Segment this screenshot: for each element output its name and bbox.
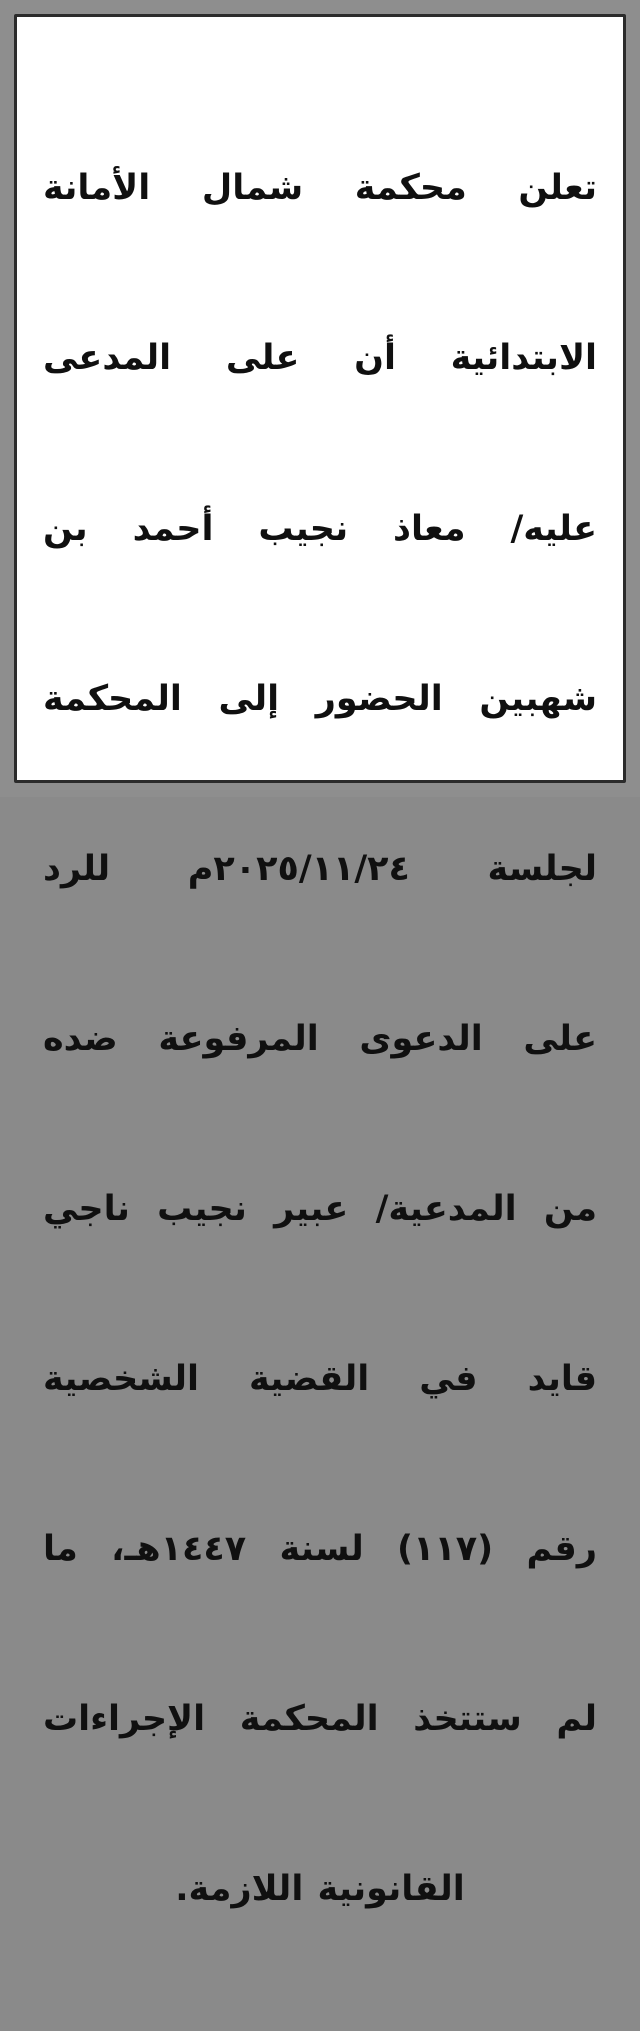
notice-line: قايد في القضية الشخصية: [43, 1358, 597, 1399]
notice-line: لجلسة ٢٠٢٥/١١/٢٤م للرد: [43, 848, 597, 889]
notice-line: لم ستتخذ المحكمة الإجراءات: [43, 1698, 597, 1739]
court-notice-card: [14, 14, 626, 1909]
notice-line: على الدعوى المرفوعة ضده: [43, 1018, 597, 1059]
notice-line: تعلن محكمة شمال الأمانة: [43, 168, 597, 209]
notice-line: الابتدائية أن على المدعى: [43, 338, 597, 379]
notice-line: عليه/ معاذ نجيب أحمد بن: [43, 508, 597, 549]
notice-line: من المدعية/ عبير نجيب ناجي: [43, 1188, 597, 1229]
notice-line: رقم (١١٧) لسنة ١٤٤٧هـ، ما: [43, 1528, 597, 1569]
notice-line: القانونية اللازمة.: [175, 1869, 465, 1909]
notice-text-block: [43, 47, 597, 2031]
notice-line: شهبين الحضور إلى المحكمة: [43, 678, 597, 719]
